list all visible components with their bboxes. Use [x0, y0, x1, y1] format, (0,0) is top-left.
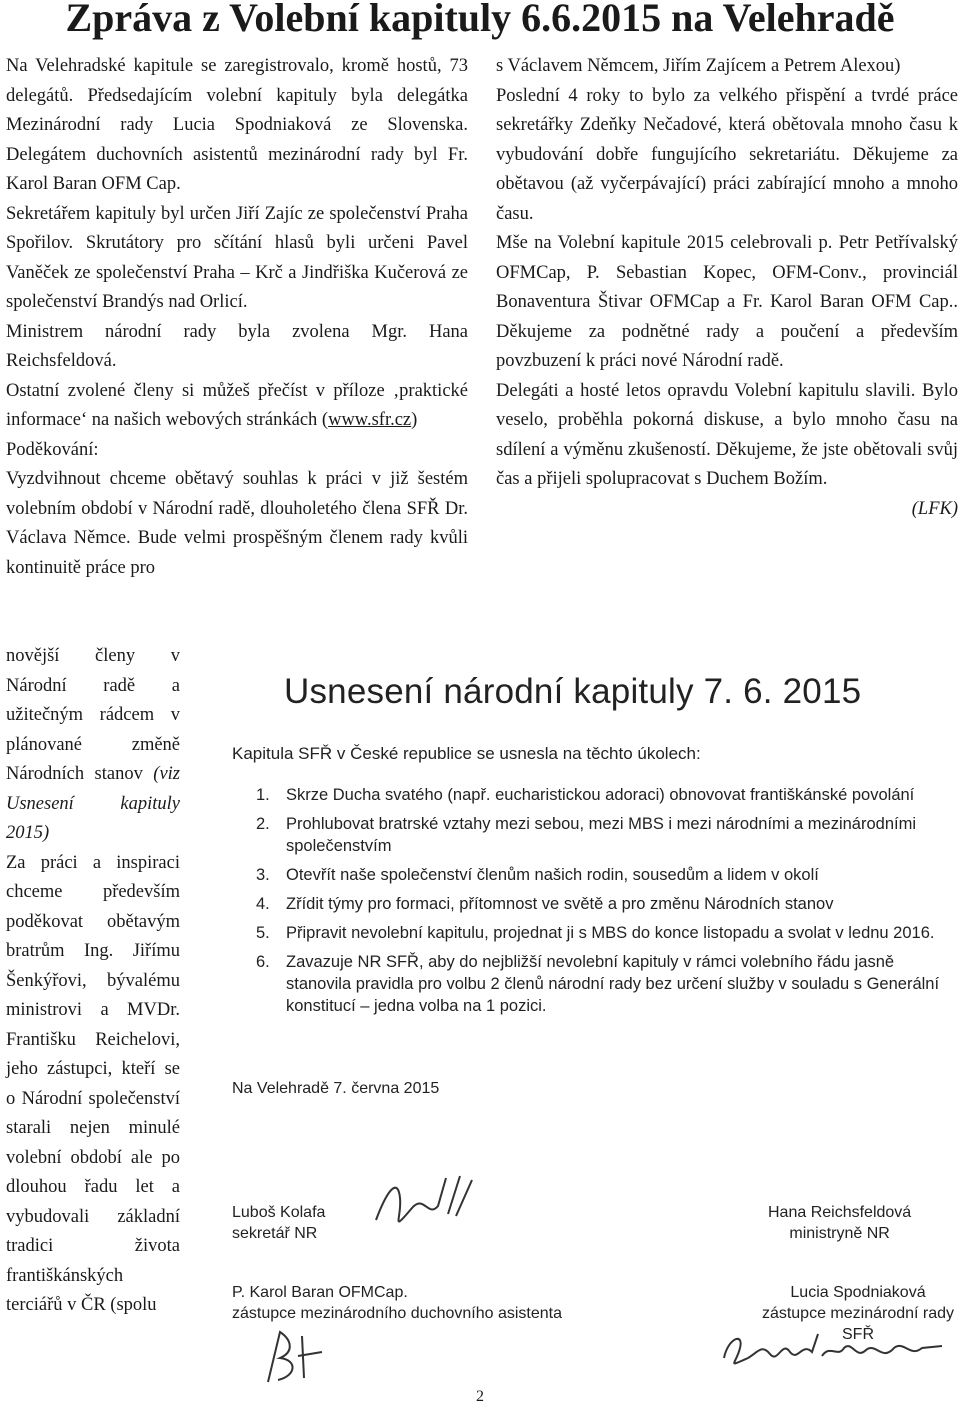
item-text: Zavazuje NR SFŘ, aby do nejbližší nevolební kapituly v rámci volebního řádu jasně stanovila pravidla pro volbu 2 členů národní rady bez určení služby v souladu s Generální konstitucí – jedna volba na 1 pozici. [286, 953, 940, 1015]
signature-kolafa-icon [368, 1168, 478, 1238]
signatory-name: P. Karol Baran OFMCap. [232, 1284, 408, 1301]
resolution-reference: (viz Usnesení kapituly 2015) [6, 764, 181, 843]
item-text: Prohlubovat bratrské vztahy mezi sebou, mezi MBS i mezi národními a mezinárodními společenstvím [286, 815, 917, 855]
text-before-link: Ostatní zvolené členy si můžeš přečíst v příloze ‚praktické informace‘ na našich webových stránkách ( [6, 380, 468, 430]
resolution-item [256, 864, 946, 886]
signatory-name: Lucia Spodniaková [790, 1284, 926, 1301]
resolution-title: Usnesení národní kapituly 7. 6. 2015 [284, 672, 862, 711]
signatory-minister [768, 1202, 911, 1244]
item-number: 1. [256, 786, 270, 804]
paragraph-thanks-nemec: Vyzdvihnout chceme obětavý souhlas k práci v již šestém volebním období v Národní radě, dlouholetého člena SFŘ Dr. Václava Němce. Bude velmi prospěšným členem rady kvůli kontinuitě práce pro [6, 469, 468, 578]
thanks-heading: Poděkování: [6, 439, 99, 460]
paragraph-continuation [6, 642, 180, 849]
signatory-role: sekretář NR [232, 1225, 318, 1242]
author-signature: (LFK) [911, 498, 958, 519]
paragraph-celebration: Delegáti a hosté letos opravdu Volební kapitulu slavili. Bylo veselo, proběhla pokorná diskuse, a bylo mnoho času na sdílení a výměnu zkušeností. Děkujeme, že jste obětovali svůj čas a přijeli spolupracovat s Duchem Božím. [496, 380, 958, 489]
text-after-link: ) [411, 410, 418, 430]
resolution-item [256, 813, 946, 857]
signatory-name: Luboš Kolafa [232, 1204, 326, 1221]
item-number: 3. [256, 866, 270, 884]
page-title: Zpráva z Volební kapituly 6.6.2015 na Velehradě [65, 0, 895, 40]
item-number: 4. [256, 895, 270, 913]
resolution-item [256, 893, 946, 915]
resolution-scan [228, 668, 956, 1393]
website-link[interactable]: www.sfr.cz [328, 410, 412, 430]
signatory-role: zástupce mezinárodního duchovního asistenta [232, 1305, 562, 1322]
item-text: Otevřít naše společenství členům našich rodin, sousedům a lidem v okolí [286, 866, 819, 884]
paragraph-secretary: Sekretářem kapituly byl určen Jiří Zajíc ze společenství Praha Spořilov. Skrutátory pro sčítání hlasů byli určeni Pavel Vaněček ze společenství Praha – Krč a Jindřiška Kučerová ze společenství Brandýs nad Orlicí. [6, 203, 468, 312]
continuation-text: novější členy v Národní radě a užitečným rádcem v plánované změně Národních stanov [6, 646, 180, 784]
paragraph-registration: Na Velehradské kapitule se zaregistrovalo, kromě hostů, 73 delegátů. Předsedajícím volební kapituly byla delegátka Mezinárodní rady Lucia Spodniaková ze Slovenska. Delegátem duchovních asistentů mezinárodní rady byl Fr. Karol Baran OFM Cap. [6, 56, 468, 194]
paragraph-minister: Ministrem národní rady byla zvolena Mgr. Hana Reichsfeldová. [6, 321, 468, 371]
signatory-secretary [232, 1202, 325, 1244]
item-text: Skrze Ducha svatého (např. eucharistickou adoraci) obnovovat františkánské povolání [286, 786, 915, 804]
place-and-date: Na Velehradě 7. června 2015 [232, 1080, 440, 1097]
paragraph-continuation-right: s Václavem Němcem, Jiřím Zajícem a Petrem Alexou) [496, 56, 901, 76]
signatory-name: Hana Reichsfeldová [768, 1204, 912, 1221]
left-column [6, 52, 468, 583]
right-column [496, 52, 958, 524]
page-number: 2 [476, 1388, 484, 1405]
item-number: 2. [256, 815, 270, 833]
item-number: 6. [256, 953, 270, 971]
resolution-item [256, 951, 946, 1017]
signature-spodniakova-icon [718, 1318, 948, 1374]
paragraph-other-members [6, 377, 468, 436]
item-text: Připravit nevolební kapitulu, projednat ji s MBS do konce listopadu a svolat v lednu 2016. [286, 924, 935, 942]
resolution-list [256, 784, 946, 1024]
paragraph-thanks-former: Za práci a inspiraci chceme především poděkovat obětavým bratrům Ing. Jiřímu Šenkýřovi, bývalému ministrovi a MVDr. Františku Reichelovi, jeho zástupci, kteří se o Národní společenství starali nejen minulé volební období ale po dlouhou řadu let a vybudovali základní tradici života františkánských terciářů v ČR (spolu [6, 852, 180, 1315]
signatory-role: zástupce mezinárodní rady SFŘ [761, 1305, 955, 1343]
item-text: Zřídit týmy pro formaci, přítomnost ve světě a pro změnu Národních stanov [286, 895, 834, 913]
signatory-assistant [232, 1282, 562, 1324]
left-narrow-column [6, 642, 180, 1321]
signatory-role: ministryně NR [789, 1225, 890, 1242]
resolution-item [256, 922, 946, 944]
resolution-intro: Kapitula SFŘ v České republice se usnesla na těchto úkolech: [232, 744, 701, 763]
item-number: 5. [256, 924, 270, 942]
resolution-item [256, 784, 946, 806]
signature-baran-icon [258, 1326, 328, 1390]
paragraph-mass: Mše na Volební kapitule 2015 celebrovali p. Petr Petřívalský OFMCap, P. Sebastian Kopec, OFM-Conv., provinciál Bonaventura Štivar OFMCap a Fr. Karol Baran OFM Cap.. Děkujeme za podnětné rady a poučení a především povzbuzení k práci nové Národní radě. [496, 233, 958, 371]
paragraph-thanks-secretary: Poslední 4 roky to bylo za velkého přispění a tvrdé práce sekretářky Zdeňky Nečadové, která obětovala mnoho času k vybudování dobře fungujícího sekretariátu. Děkujeme za obětavou (až vyčerpávající) práci zabírající mnoho a mnoho času. [496, 85, 958, 224]
